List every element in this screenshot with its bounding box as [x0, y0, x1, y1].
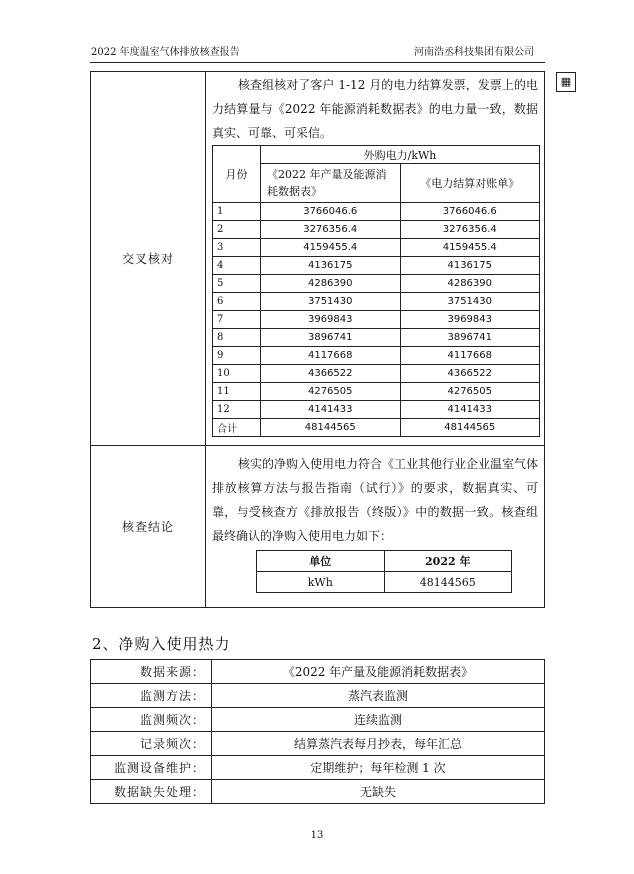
settlement-value: 4366522	[400, 365, 540, 383]
field-value: 结算蒸汽表每月抄表，每年汇总	[212, 732, 545, 756]
table-row	[213, 311, 540, 329]
settlement-value: 3751430	[400, 293, 540, 311]
settlement-value: 4276505	[400, 383, 540, 401]
section-title: 2、净购入使用热力	[92, 635, 231, 653]
table-row	[91, 660, 545, 684]
energy-sheet-value: 4159455.4	[261, 239, 401, 257]
cross-check-intro: 核查组核对了客户 1-12 月的电力结算发票，发票上的电力结算量与《2022 年能源消耗数据表》的电力量一致，数据真实、可靠、可采信。	[212, 78, 538, 140]
field-label: 数据缺失处理：	[91, 780, 212, 804]
table-row	[213, 293, 540, 311]
table-row	[213, 257, 540, 275]
table-row	[213, 365, 540, 383]
field-label: 监测频次：	[91, 708, 212, 732]
verification-table	[90, 71, 545, 608]
energy-sheet-value: 4286390	[261, 275, 401, 293]
month-cell: 2	[213, 221, 261, 239]
table-row	[91, 684, 545, 708]
month-cell: 5	[213, 275, 261, 293]
table-row	[213, 401, 540, 419]
document-icon[interactable]: ▦	[556, 72, 576, 92]
heat-info-table	[90, 659, 545, 804]
field-value: 《2022 年产量及能源消耗数据表》	[212, 660, 545, 684]
table-row	[91, 732, 545, 756]
month-cell: 12	[213, 401, 261, 419]
settlement-value: 4141433	[400, 401, 540, 419]
conclusion-row	[91, 446, 545, 608]
table-row	[213, 419, 540, 437]
month-cell: 9	[213, 347, 261, 365]
electricity-comparison-table	[212, 145, 540, 437]
field-value: 蒸汽表监测	[212, 684, 545, 708]
field-value: 无缺失	[212, 780, 545, 804]
field-label: 监测方法：	[91, 684, 212, 708]
field-value: 连续监测	[212, 708, 545, 732]
conclusion-content	[206, 446, 545, 608]
energy-sheet-value: 3896741	[261, 329, 401, 347]
table-row	[91, 780, 545, 804]
year-value: 48144565	[384, 572, 512, 593]
settlement-value: 3969843	[400, 311, 540, 329]
electricity-header-row	[213, 146, 540, 164]
energy-data-sheet-header: 《2022 年产量及能源消耗数据表》	[261, 164, 401, 203]
settlement-value: 48144565	[400, 419, 540, 437]
table-row	[91, 708, 545, 732]
energy-sheet-value: 3751430	[261, 293, 401, 311]
field-label: 监测设备维护：	[91, 756, 212, 780]
settlement-value: 4159455.4	[400, 239, 540, 257]
year-header: 2022 年	[384, 551, 512, 572]
cross-check-content	[206, 72, 545, 446]
settlement-value: 4136175	[400, 257, 540, 275]
settlement-statement-header: 《电力结算对账单》	[400, 164, 540, 203]
field-value: 定期维护；每年检测 1 次	[212, 756, 545, 780]
table-row	[213, 203, 540, 221]
unit-header: 单位	[257, 551, 385, 572]
month-cell: 合计	[213, 419, 261, 437]
conclusion-text: 核实的净购入使用电力符合《工业其他行业企业温室气体排放核算方法与报告指南（试行）》的要求，数据真实、可靠，与受核查方《排放报告（终版）》中的数据一致。核查组最终确认的净购入使用电力如下：	[212, 457, 539, 543]
header-report-title: 2022 年度温室气体排放核查报告	[91, 47, 240, 58]
settlement-value: 3276356.4	[400, 221, 540, 239]
cross-check-row	[91, 72, 545, 446]
energy-sheet-value: 3969843	[261, 311, 401, 329]
table-row	[91, 756, 545, 780]
month-cell: 11	[213, 383, 261, 401]
table-row	[213, 275, 540, 293]
month-cell: 7	[213, 311, 261, 329]
month-cell: 3	[213, 239, 261, 257]
field-label: 数据来源：	[91, 660, 212, 684]
month-cell: 8	[213, 329, 261, 347]
unit-value: kWh	[257, 572, 385, 593]
purchased-power-header: 外购电力/kWh	[261, 146, 540, 164]
energy-sheet-value: 4366522	[261, 365, 401, 383]
energy-sheet-value: 48144565	[261, 419, 401, 437]
field-label: 记录频次：	[91, 732, 212, 756]
settlement-value: 3766046.6	[400, 203, 540, 221]
month-cell: 4	[213, 257, 261, 275]
month-cell: 6	[213, 293, 261, 311]
page-number: 13	[310, 830, 324, 841]
table-row	[213, 221, 540, 239]
energy-sheet-value: 4276505	[261, 383, 401, 401]
energy-sheet-value: 4117668	[261, 347, 401, 365]
settlement-value: 4286390	[400, 275, 540, 293]
table-row	[213, 329, 540, 347]
energy-sheet-value: 4141433	[261, 401, 401, 419]
table-row	[213, 383, 540, 401]
settlement-value: 3896741	[400, 329, 540, 347]
table-row	[213, 347, 540, 365]
electricity-subheader-row	[213, 164, 540, 203]
energy-sheet-value: 3276356.4	[261, 221, 401, 239]
table-row	[213, 239, 540, 257]
header-company-name: 河南浩丞科技集团有限公司	[414, 47, 534, 58]
month-cell: 1	[213, 203, 261, 221]
confirmed-power-table	[256, 550, 512, 593]
energy-sheet-value: 4136175	[261, 257, 401, 275]
settlement-value: 4117668	[400, 347, 540, 365]
energy-sheet-value: 3766046.6	[261, 203, 401, 221]
header-divider	[90, 62, 545, 63]
month-header: 月份	[213, 146, 261, 203]
cross-check-label: 交叉核对	[91, 72, 206, 446]
conclusion-label: 核查结论	[91, 446, 206, 608]
month-cell: 10	[213, 365, 261, 383]
